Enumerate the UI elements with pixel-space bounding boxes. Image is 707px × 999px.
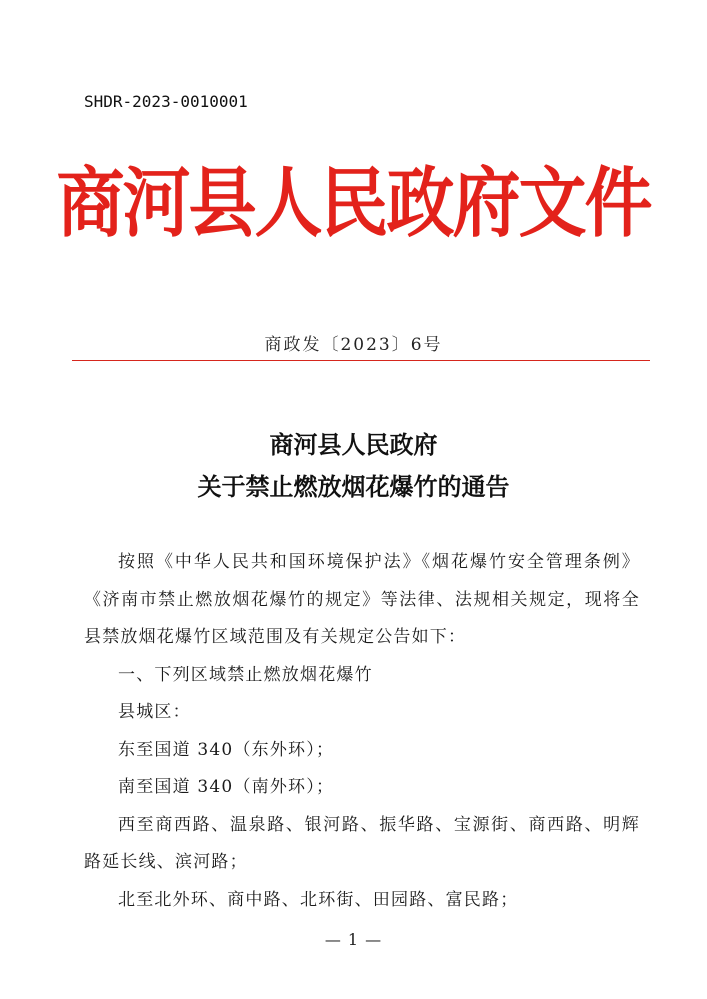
- boundary-east: 东至国道 340（东外环）；: [118, 739, 335, 760]
- intro-paragraph: 按照《中华人民共和国环境保护法》《烟花爆竹安全管理条例》《济南市禁止燃放烟花爆竹的规定》等法律、法规相关规定，现将全县禁放烟花爆竹区域范围及有关规定公告如下：: [84, 552, 640, 647]
- notice-title-issuer: 商河县人民政府: [269, 430, 438, 459]
- masthead-divider: [72, 360, 650, 361]
- notice-title: [0, 424, 707, 508]
- county-area-label: 县城区：: [118, 702, 191, 722]
- boundary-west: 西至商西路、温泉路、银河路、振华路、宝源街、商西路、明辉路延长线、滨河路；: [84, 814, 640, 872]
- page-number: — 1 —: [324, 930, 383, 949]
- section-1-heading: 一、下列区域禁止燃放烟花爆竹: [118, 664, 373, 685]
- boundary-south: 南至国道 340（南外环）；: [118, 777, 335, 797]
- document-masthead: 商河县人民政府文件: [56, 158, 651, 249]
- notice-body: [84, 544, 640, 919]
- document-id-code: SHDR-2023-0010001: [84, 92, 248, 111]
- notice-title-subject: 关于禁止燃放烟花爆竹的通告: [197, 472, 510, 501]
- document-number: 商政发〔2023〕6号: [264, 335, 443, 355]
- boundary-north: 北至北外环、商中路、北环街、田园路、富民路；: [118, 889, 519, 910]
